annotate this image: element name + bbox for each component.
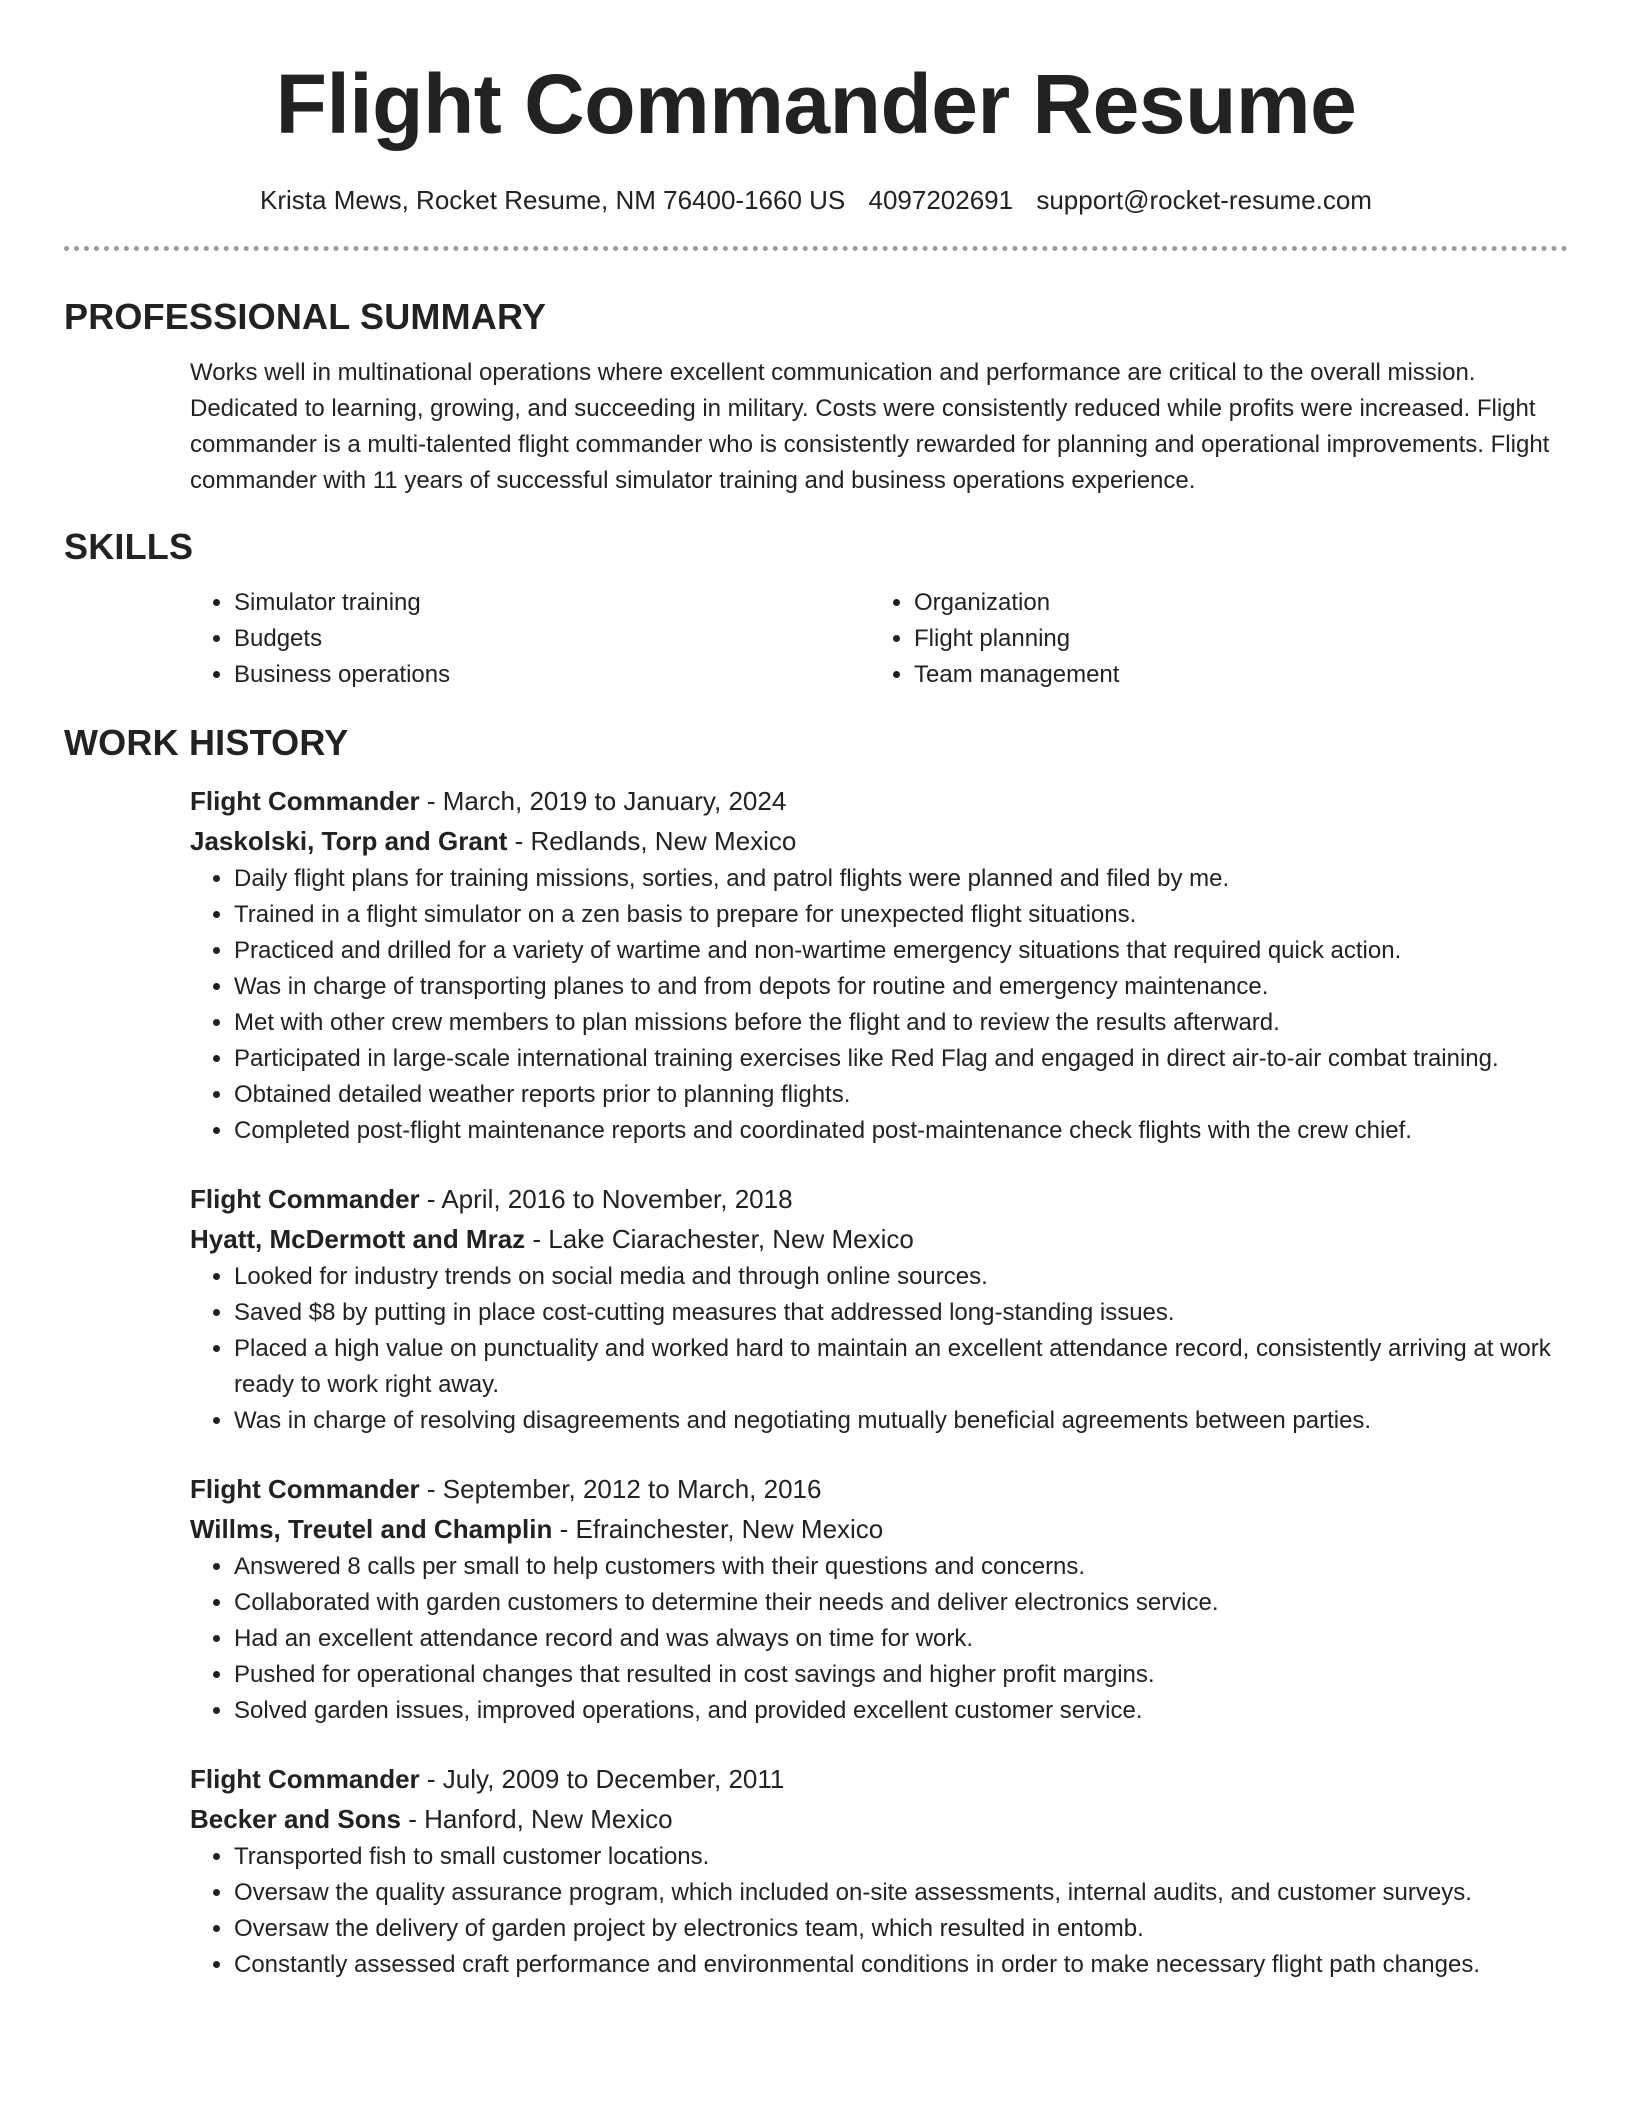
job-bullets bbox=[190, 1259, 1568, 1439]
job-entry bbox=[190, 1759, 1568, 1983]
job-bullet: • Collaborated with garden customers to determine their needs and deliver electronics service. bbox=[234, 1585, 1568, 1621]
job-bullet: • Placed a high value on punctuality and worked hard to maintain an excellent attendance record, consistently arriving at work ready to work right away. bbox=[234, 1331, 1568, 1403]
job-company-line bbox=[190, 1509, 1568, 1549]
skill-item: • Business operations bbox=[234, 657, 870, 693]
job-bullet: • Oversaw the delivery of garden project by electronics team, which resulted in entomb. bbox=[234, 1911, 1568, 1947]
skills-grid bbox=[190, 585, 1568, 693]
job-title-line bbox=[190, 1179, 1568, 1219]
work-history-section bbox=[64, 721, 1568, 1983]
job-bullet: • Oversaw the quality assurance program, which included on-site assessments, internal audits, and customer surveys. bbox=[234, 1875, 1568, 1911]
job-bullet: • Transported fish to small customer locations. bbox=[234, 1839, 1568, 1875]
skill-item: • Organization bbox=[914, 585, 1550, 621]
skill-item: • Flight planning bbox=[914, 621, 1550, 657]
skill-item: • Team management bbox=[914, 657, 1550, 693]
job-location: - Lake Ciarachester, New Mexico bbox=[525, 1224, 914, 1254]
header-divider bbox=[64, 246, 1568, 251]
job-dates: - July, 2009 to December, 2011 bbox=[419, 1764, 785, 1794]
skills-column-left bbox=[190, 585, 870, 693]
job-company: Becker and Sons bbox=[190, 1804, 401, 1834]
section-heading-skills: SKILLS bbox=[64, 526, 194, 567]
job-company: Willms, Treutel and Champlin bbox=[190, 1514, 553, 1544]
summary-text: Works well in multinational operations where excellent communication and performance are critical to the overall mission. Dedicated to learning, growing, and succeeding in military. Costs were consistently reduced while profits were increased. Flight commander is a multi-talented flight commander who is consistently rewarded for planning and operational improvements. Flight commander with 11 years of successful simulator training and business operations experience. bbox=[190, 359, 1550, 494]
job-bullet: • Practiced and drilled for a variety of wartime and non-wartime emergency situations that required quick action. bbox=[234, 933, 1568, 969]
job-entry bbox=[190, 781, 1568, 1149]
job-bullet: • Pushed for operational changes that resulted in cost savings and higher profit margins. bbox=[234, 1657, 1568, 1693]
job-bullet: • Answered 8 calls per small to help customers with their questions and concerns. bbox=[234, 1549, 1568, 1585]
job-title: Flight Commander bbox=[190, 1184, 420, 1214]
job-bullets bbox=[190, 1549, 1568, 1729]
job-title: Flight Commander bbox=[190, 1474, 420, 1504]
job-title-line bbox=[190, 781, 1568, 821]
skill-item: • Simulator training bbox=[234, 585, 870, 621]
job-location: - Hanford, New Mexico bbox=[400, 1804, 673, 1834]
job-location: - Redlands, New Mexico bbox=[507, 826, 797, 856]
skills-section bbox=[64, 525, 1568, 693]
job-company-line bbox=[190, 1799, 1568, 1839]
skill-item: • Budgets bbox=[234, 621, 870, 657]
job-title: Flight Commander bbox=[190, 786, 420, 816]
job-company: Hyatt, McDermott and Mraz bbox=[190, 1224, 526, 1254]
job-bullet: • Completed post-flight maintenance reports and coordinated post-maintenance check flights with the crew chief. bbox=[234, 1113, 1568, 1149]
job-entry bbox=[190, 1469, 1568, 1729]
resume-header bbox=[64, 0, 1568, 251]
job-title: Flight Commander bbox=[190, 1764, 420, 1794]
section-heading-summary: PROFESSIONAL SUMMARY bbox=[64, 296, 547, 337]
job-bullet: • Was in charge of transporting planes to and from depots for routine and emergency maintenance. bbox=[234, 969, 1568, 1005]
contact-address: Krista Mews, Rocket Resume, NM 76400-1660 US bbox=[260, 185, 846, 215]
job-company: Jaskolski, Torp and Grant bbox=[190, 826, 508, 856]
job-bullets bbox=[190, 1839, 1568, 1983]
job-dates: - March, 2019 to January, 2024 bbox=[419, 786, 787, 816]
job-bullet: • Looked for industry trends on social media and through online sources. bbox=[234, 1259, 1568, 1295]
job-location: - Efrainchester, New Mexico bbox=[552, 1514, 884, 1544]
skills-body bbox=[64, 585, 1568, 693]
professional-summary-section bbox=[64, 295, 1568, 499]
job-entry bbox=[190, 1179, 1568, 1439]
job-bullet: • Trained in a flight simulator on a zen basis to prepare for unexpected flight situations. bbox=[234, 897, 1568, 933]
job-company-line bbox=[190, 821, 1568, 861]
page-title: Flight Commander Resume bbox=[275, 57, 1357, 151]
job-bullet: • Participated in large-scale international training exercises like Red Flag and engaged in direct air-to-air combat training. bbox=[234, 1041, 1568, 1077]
contact-email: support@rocket-resume.com bbox=[1036, 185, 1372, 215]
job-bullet: • Met with other crew members to plan missions before the flight and to review the results afterward. bbox=[234, 1005, 1568, 1041]
job-dates: - September, 2012 to March, 2016 bbox=[419, 1474, 822, 1504]
job-dates: - April, 2016 to November, 2018 bbox=[419, 1184, 793, 1214]
job-bullet: • Was in charge of resolving disagreements and negotiating mutually beneficial agreements between parties. bbox=[234, 1403, 1568, 1439]
job-bullet: • Constantly assessed craft performance and environmental conditions in order to make necessary flight path changes. bbox=[234, 1947, 1568, 1983]
contact-line bbox=[64, 182, 1568, 218]
job-bullet: • Had an excellent attendance record and was always on time for work. bbox=[234, 1621, 1568, 1657]
job-bullet: • Daily flight plans for training missions, sorties, and patrol flights were planned and filed by me. bbox=[234, 861, 1568, 897]
work-body bbox=[64, 781, 1568, 1983]
job-bullet: • Saved $8 by putting in place cost-cutting measures that addressed long-standing issues. bbox=[234, 1295, 1568, 1331]
summary-body bbox=[64, 355, 1568, 499]
job-bullet: • Obtained detailed weather reports prior to planning flights. bbox=[234, 1077, 1568, 1113]
job-bullet: • Solved garden issues, improved operations, and provided excellent customer service. bbox=[234, 1693, 1568, 1729]
job-bullets bbox=[190, 861, 1568, 1149]
skills-column-right bbox=[870, 585, 1550, 693]
contact-phone: 4097202691 bbox=[868, 185, 1014, 215]
job-title-line bbox=[190, 1469, 1568, 1509]
job-company-line bbox=[190, 1219, 1568, 1259]
section-heading-work: WORK HISTORY bbox=[64, 722, 349, 763]
job-title-line bbox=[190, 1759, 1568, 1799]
